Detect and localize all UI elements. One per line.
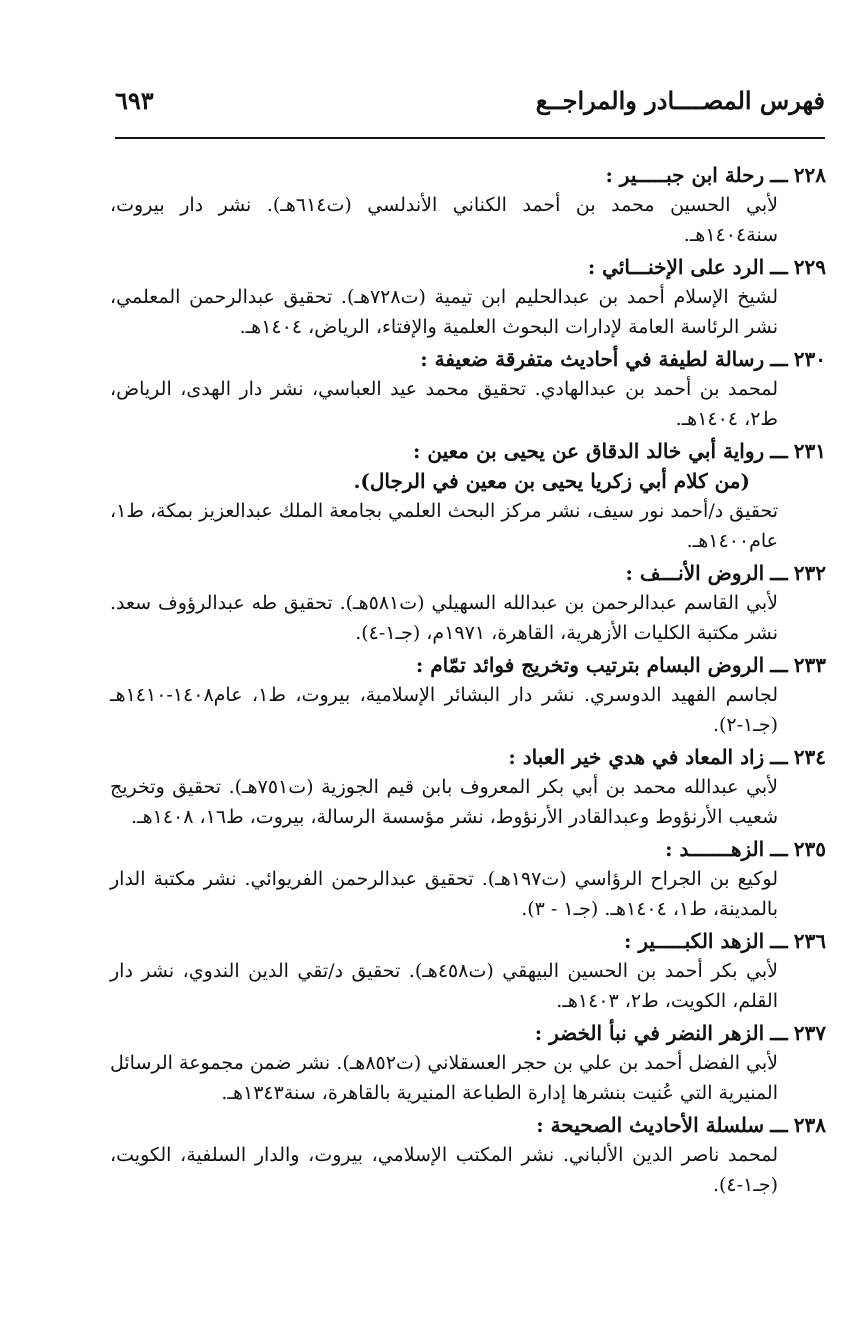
bibliography-entry — [110, 926, 826, 1016]
bibliography-entry — [110, 160, 826, 250]
entry-number: ٢٣٣ — [793, 653, 826, 677]
entry-description: لشيخ الإسلام أحمد بن عبدالحليم ابن تيمية (ت٧٢٨هـ). تحقيق عبدالرحمن المعلمي، نشر الرئاسة العامة لإدارات البحوث العلمية والإفتاء، الرياض، ١٤٠٤هـ. — [110, 286, 778, 338]
entry-heading — [110, 1018, 826, 1048]
entry-heading — [110, 252, 826, 282]
bibliography-entry — [110, 742, 826, 832]
entry-description: لأبي بكر أحمد بن الحسين البيهقي (ت٤٥٨هـ). تحقيق د/تقي الدين الندوي، نشر دار القلم، الكويت، ط٢، ١٤٠٣هـ. — [110, 960, 778, 1012]
bibliography-entry — [110, 558, 826, 648]
entry-subtitle: (من كلام أبي زكريا يحيى بن معين في الرجال). — [353, 469, 750, 493]
entry-number: ٢٣٢ — [793, 561, 826, 585]
entry-description: لأبي الحسين محمد بن أحمد الكناني الأندلسي (ت٦١٤هـ). نشر دار بيروت، سنة١٤٠٤هـ. — [110, 194, 779, 246]
entry-title: زاد المعاد في هدي خير العباد : — [508, 745, 765, 769]
entry-description: تحقيق د/أحمد نور سيف، نشر مركز البحث العلمي بجامعة الملك عبدالعزيز بمكة، ط١، عام١٤٠٠هـ. — [110, 500, 778, 552]
entry-description: لوكيع بن الجراح الرؤاسي (ت١٩٧هـ). تحقيق عبدالرحمن الفريوائي. نشر مكتبة الدار بالمدينة، ط١، ١٤٠٤هـ. (جـ١ - ٣). — [110, 868, 778, 920]
entry-heading — [110, 1110, 826, 1140]
entry-title: الزهد الكبـــــير : — [624, 929, 765, 953]
entry-number: ٢٣٤ — [793, 745, 826, 769]
bibliography-entry — [110, 650, 826, 740]
entry-heading — [110, 926, 826, 956]
bibliography-entry — [110, 344, 826, 434]
entry-dash: ـــ — [770, 1113, 788, 1137]
bibliography-entry — [110, 436, 826, 556]
entry-heading — [110, 160, 826, 190]
entry-number: ٢٣١ — [793, 439, 826, 463]
entry-title: الرد على الإخنـــائي : — [587, 255, 765, 279]
entry-title: رواية أبي خالد الدقاق عن يحيى بن معين : — [413, 439, 765, 463]
entry-title: الروض البسام بترتيب وتخريج فوائد تمّام : — [415, 653, 765, 677]
entry-description: لأبي عبدالله محمد بن أبي بكر المعروف بابن قيم الجوزية (ت٧٥١هـ). تحقيق وتخريج شعيب الأرنؤوط وعبدالقادر الأرنؤوط، نشر مؤسسة الرسالة، بيروت، ط١٦، ١٤٠٨هـ. — [110, 776, 779, 828]
entry-number: ٢٣٧ — [793, 1021, 826, 1045]
entry-heading — [110, 344, 826, 374]
bibliography-entry — [110, 252, 826, 342]
entry-dash: ـــ — [770, 837, 788, 861]
bibliography-entry — [110, 1018, 826, 1108]
header-divider — [115, 137, 825, 139]
page-header — [115, 84, 825, 124]
entry-number: ٢٢٩ — [793, 255, 826, 279]
entry-dash: ـــ — [770, 255, 788, 279]
entry-dash: ـــ — [770, 347, 788, 371]
entry-heading — [110, 742, 826, 772]
entry-dash: ـــ — [770, 163, 788, 187]
entry-title: سلسلة الأحاديث الصحيحة : — [536, 1113, 765, 1137]
entry-dash: ـــ — [770, 745, 788, 769]
entry-dash: ـــ — [770, 929, 788, 953]
entry-number: ٢٣٠ — [793, 347, 826, 371]
entry-number: ٢٣٨ — [793, 1113, 826, 1137]
bibliography-entry — [110, 834, 826, 924]
entry-dash: ـــ — [770, 1021, 788, 1045]
entry-title: الزهـــــــد : — [665, 837, 765, 861]
entry-title: رسالة لطيفة في أحاديث متفرقة ضعيفة : — [420, 347, 765, 371]
entry-title: الزهر النضر في نبأ الخضر : — [534, 1021, 765, 1045]
entry-description: لجاسم الفهيد الدوسري. نشر دار البشائر الإسلامية، بيروت، ط١، عام١٤٠٨-١٤١٠هـ (جـ١-٢). — [110, 684, 779, 736]
bibliography-entry — [110, 1110, 826, 1200]
page-number: ٦٩٣ — [115, 86, 154, 115]
entry-number: ٢٣٦ — [793, 929, 826, 953]
entry-title: رحلة ابن جبـــــير : — [605, 163, 765, 187]
bibliography-list — [110, 160, 826, 1202]
entry-description: لمحمد ناصر الدين الألباني. نشر المكتب الإسلامي، بيروت، والدار السلفية، الكويت، (جـ١-٤). — [110, 1144, 778, 1196]
entry-number: ٢٣٥ — [793, 837, 826, 861]
running-title: فهرس المصــــادر والمراجــع — [535, 86, 825, 115]
entry-description: لمحمد بن أحمد بن عبدالهادي. تحقيق محمد عيد العباسي، نشر دار الهدى، الرياض، ط٢، ١٤٠٤هـ. — [110, 378, 778, 430]
entry-description: لأبي القاسم عبدالرحمن بن عبدالله السهيلي (ت٥٨١هـ). تحقيق طه عبدالرؤوف سعد. نشر مكتبة الكليات الأزهرية، القاهرة، ١٩٧١م، (جـ١-٤). — [110, 592, 778, 644]
entry-heading — [110, 436, 826, 466]
entry-dash: ـــ — [770, 561, 788, 585]
entry-dash: ـــ — [770, 439, 788, 463]
entry-heading — [110, 558, 826, 588]
entry-title: الروض الأنـــف : — [625, 561, 765, 585]
entry-description: لأبي الفضل أحمد بن علي بن حجر العسقلاني (ت٨٥٢هـ). نشر ضمن مجموعة الرسائل المنيرية التي عُنيت بنشرها إدارة الطباعة المنيرية بالقاهرة، سنة١٣٤٣هـ. — [110, 1052, 779, 1104]
entry-number: ٢٢٨ — [793, 163, 826, 187]
entry-dash: ـــ — [770, 653, 788, 677]
entry-heading — [110, 650, 826, 680]
entry-heading — [110, 834, 826, 864]
